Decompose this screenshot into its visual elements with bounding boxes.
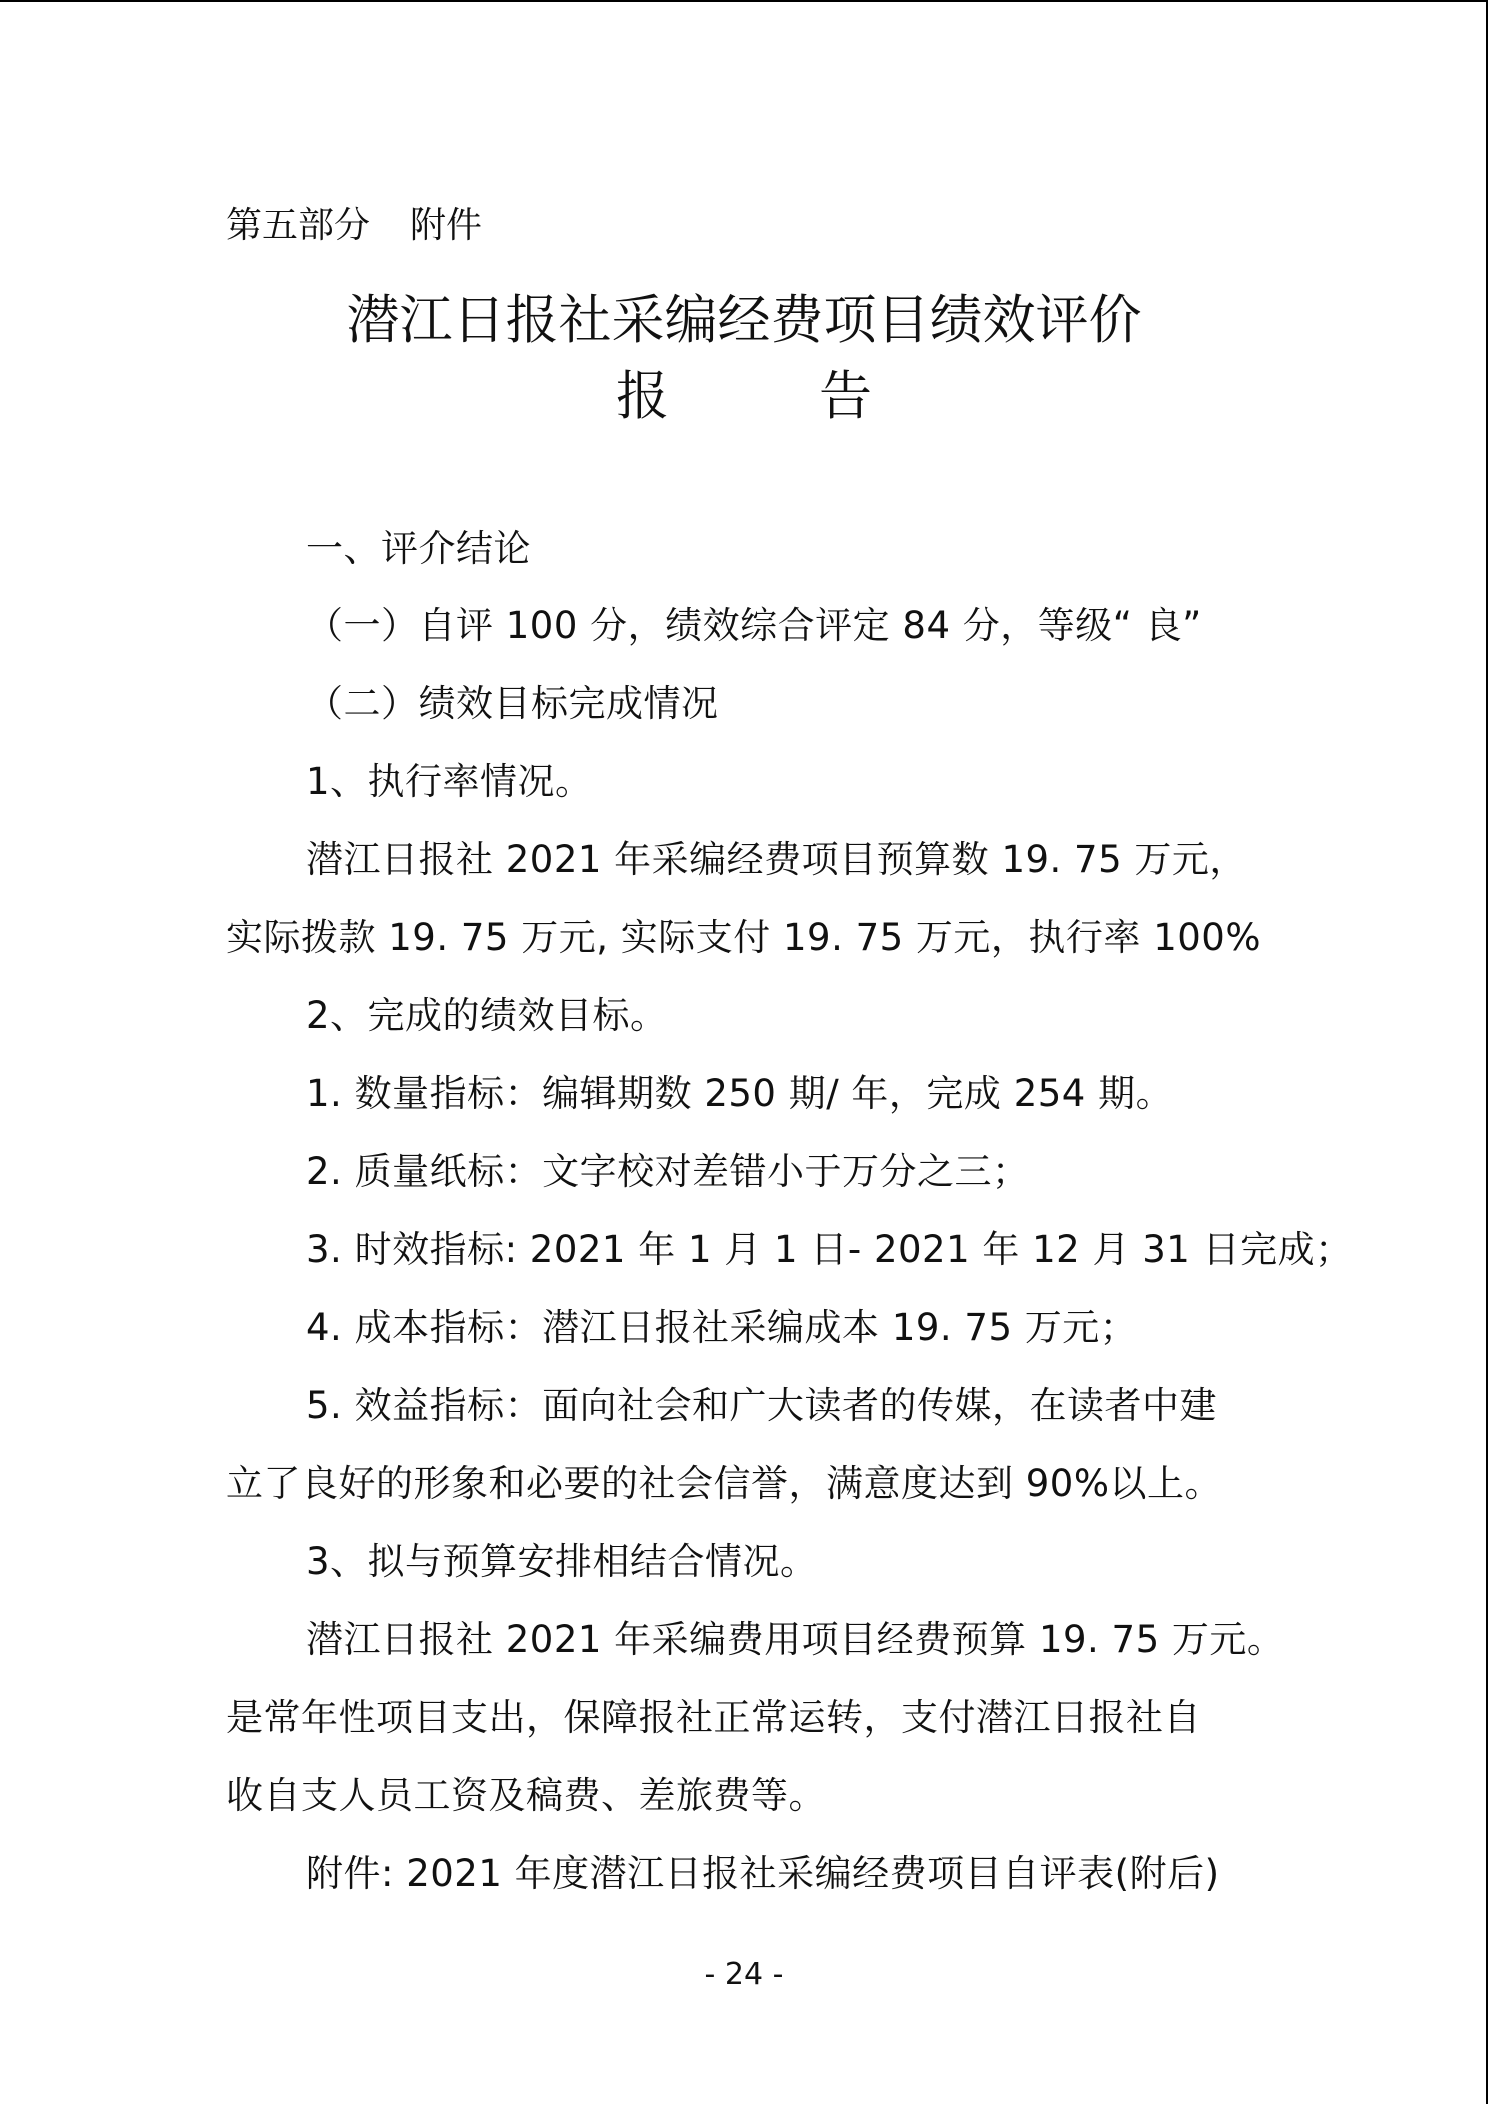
paragraph-budget-arrangement-line-1: 潜江日报社 2021 年采编费用项目经费预算 19. 75 万元。 <box>306 1618 1285 1661</box>
paragraph-budget-line-1: 潜江日报社 2021 年采编经费项目预算数 19. 75 万元， <box>306 838 1247 881</box>
paragraph-budget-arrangement-line-3: 收自支人员工资及稿费、差旅费等。 <box>226 1774 826 1817</box>
item-quality-indicator: 2. 质量纸标：文字校对差错小于万分之三； <box>306 1150 1030 1193</box>
page-number: - 24 - <box>704 1957 784 1992</box>
heading-completed-goals: 2、完成的绩效目标。 <box>306 994 668 1037</box>
document-title-line-2: 报告 <box>616 366 1022 427</box>
paragraph-budget-line-2: 实际拨款 19. 75 万元, 实际支付 19. 75 万元，执行率 100% <box>226 916 1261 959</box>
heading-execution-rate: 1、执行率情况。 <box>306 760 593 803</box>
section-label <box>226 204 482 248</box>
heading-goal-completion: （二）绩效目标完成情况 <box>306 682 719 725</box>
section-label-main: 第五部分 <box>226 205 371 246</box>
document-title-line-1: 潜江日报社采编经费项目绩效评价 <box>346 290 1142 351</box>
heading-budget-combination: 3、拟与预算安排相结合情况。 <box>306 1540 818 1583</box>
item-cost-indicator: 4. 成本指标：潜江日报社采编成本 19. 75 万元； <box>306 1306 1138 1349</box>
attachment-note: 附件: 2021 年度潜江日报社采编经费项目自评表(附后) <box>306 1852 1220 1895</box>
item-benefit-indicator-line-2: 立了良好的形象和必要的社会信誉，满意度达到 90%以上。 <box>226 1462 1222 1505</box>
heading-evaluation-conclusion: 一、评介结论 <box>306 527 531 570</box>
item-timeliness-indicator: 3. 时效指标: 2021 年 1 月 1 日- 2021 年 12 月 31 日完成； <box>306 1228 1353 1271</box>
section-label-sub: 附件 <box>410 205 483 246</box>
item-benefit-indicator-line-1: 5. 效益指标：面向社会和广大读者的传媒，在读者中建 <box>306 1384 1218 1427</box>
paragraph-self-score: （一）自评 100 分，绩效综合评定 84 分，等级“ 良” <box>306 604 1202 647</box>
item-quantity-indicator: 1. 数量指标：编辑期数 250 期/ 年，完成 254 期。 <box>306 1072 1174 1115</box>
paragraph-budget-arrangement-line-2: 是常年性项目支出，保障报社正常运转，支付潜江日报社自 <box>226 1696 1201 1739</box>
